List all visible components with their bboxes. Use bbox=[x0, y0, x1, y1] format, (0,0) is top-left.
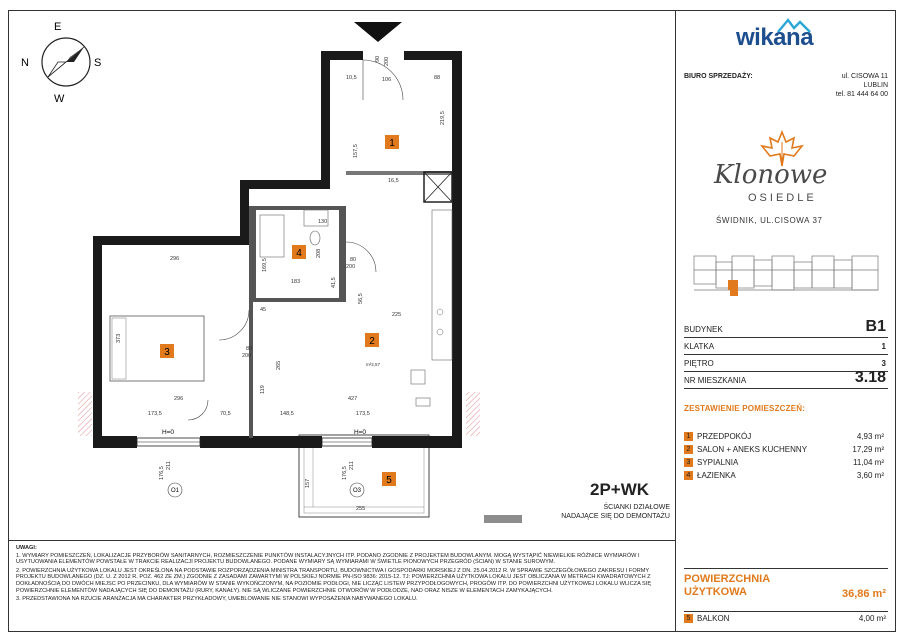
room-name: SALON + ANEKS KUCHENNY bbox=[697, 445, 808, 454]
legend-text bbox=[530, 503, 670, 521]
svg-text:176,5: 176,5 bbox=[342, 466, 348, 480]
room-name: PRZEDPOKÓJ bbox=[697, 432, 752, 441]
total-area-label bbox=[684, 573, 774, 599]
info-row-staircase bbox=[684, 337, 888, 355]
sheet-divider-horizontal bbox=[8, 540, 676, 541]
svg-text:200: 200 bbox=[346, 264, 356, 270]
info-value: 1 bbox=[881, 342, 886, 351]
svg-text:88: 88 bbox=[434, 75, 441, 81]
note-3: 3. PRZEDSTAWIONA NA RZUCIE ARANŻACJA MA CHARAKTER PRZYKŁADOWY, UMEBLOWANIE NIE STANOWI WYPOSAŻENIA NABYWANEGO LOKALU. bbox=[16, 596, 418, 603]
svg-text:211: 211 bbox=[349, 461, 355, 470]
office-phone: tel. 81 444 64 00 bbox=[835, 91, 888, 98]
brand-logo: wikana bbox=[736, 24, 814, 51]
balcony-row bbox=[684, 614, 888, 626]
room-area: 4,93 m² bbox=[856, 432, 884, 441]
room-marker-4: 4 bbox=[296, 248, 302, 259]
svg-text:m²2,57: m²2,57 bbox=[366, 362, 381, 367]
room-marker-5: 5 bbox=[386, 475, 392, 486]
svg-text:106: 106 bbox=[382, 77, 392, 83]
svg-text:70,5: 70,5 bbox=[220, 411, 231, 417]
svg-text:183: 183 bbox=[291, 279, 301, 285]
svg-text:296: 296 bbox=[174, 396, 184, 402]
office-city: LUBLIN bbox=[863, 82, 888, 89]
svg-text:148,5: 148,5 bbox=[280, 411, 294, 417]
room-name: SYPIALNIA bbox=[697, 458, 739, 467]
svg-text:173,5: 173,5 bbox=[356, 411, 370, 417]
svg-text:80: 80 bbox=[350, 257, 357, 263]
apartment-type: 2P+WK bbox=[590, 480, 650, 499]
info-row-building bbox=[684, 320, 888, 338]
office-address bbox=[836, 72, 888, 99]
svg-text:O3: O3 bbox=[352, 488, 362, 494]
compass-n: N bbox=[21, 57, 29, 69]
room-marker-2: 2 bbox=[369, 336, 375, 347]
svg-text:169,5: 169,5 bbox=[262, 258, 268, 272]
svg-text:157,5: 157,5 bbox=[353, 144, 359, 158]
rooms-title: ZESTAWIENIE POMIESZCZEŃ: bbox=[684, 404, 806, 413]
estate-name: Klonowe bbox=[714, 160, 828, 190]
svg-text:200: 200 bbox=[384, 56, 390, 66]
svg-text:41,5: 41,5 bbox=[331, 277, 337, 288]
svg-text:255: 255 bbox=[356, 506, 366, 512]
room-number-badge: 4 bbox=[684, 471, 693, 480]
svg-text:225: 225 bbox=[392, 312, 402, 318]
total-area-label-line-2: UŻYTKOWA bbox=[684, 586, 747, 598]
info-sidebar bbox=[676, 10, 896, 632]
note-1: 1. WYMIARY POMIESZCZEŃ, LOKALIZACJE PRZYBORÓW SANITARNYCH, ROZMIESZCZENIE PUNKTÓW INSTALACYJNYCH ITP. PODANO ZGODNIE Z PROJEKTEM BUDOWLANYM. MOGĄ WYSTĄPIĆ NIEWIELKIE RÓŻNICE WYMIARÓW I USYTUOWANIA ELEMENTÓW POWSTAŁE W TRAKCIE REALIZACJI PROJEKTU BUDOWLANEGO. PODANE WYMIARY SĄ WYMIARAMI W ŚWIETLE PIONOWYCH PRZEGRÓD (ŚCIAN) W STANIE SUROWYM. bbox=[16, 552, 640, 566]
compass-icon bbox=[21, 21, 101, 105]
svg-text:208: 208 bbox=[316, 248, 322, 258]
window-label-1: H=0 bbox=[161, 429, 175, 436]
total-area-label-line-1: POWIERZCHNIA bbox=[684, 573, 771, 585]
room-name: ŁAZIENKA bbox=[697, 471, 736, 480]
svg-text:211: 211 bbox=[166, 461, 172, 470]
svg-text:157: 157 bbox=[305, 478, 311, 488]
hatch-left bbox=[78, 392, 92, 436]
office-street: ul. CISOWA 11 bbox=[841, 73, 888, 80]
kitchen-counter bbox=[411, 210, 452, 406]
room-row bbox=[684, 445, 884, 457]
info-key: BUDYNEK bbox=[684, 325, 723, 334]
room-area: 3,60 m² bbox=[856, 471, 884, 480]
window-markers bbox=[168, 483, 364, 497]
svg-text:16,5: 16,5 bbox=[388, 178, 399, 184]
exterior-walls bbox=[93, 51, 462, 448]
estate-subtitle: OSIEDLE bbox=[748, 192, 817, 204]
info-value: 3.18 bbox=[854, 369, 886, 386]
total-area-box bbox=[684, 568, 888, 612]
room-row bbox=[684, 432, 884, 444]
svg-text:80: 80 bbox=[246, 346, 253, 352]
room-number-badge: 2 bbox=[684, 445, 693, 454]
office-label: BIURO SPRZEDAŻY: bbox=[684, 73, 753, 80]
room-area: 17,29 m² bbox=[852, 445, 884, 454]
room-marker-1: 1 bbox=[389, 138, 395, 149]
svg-text:130: 130 bbox=[318, 219, 328, 225]
floor-plan bbox=[8, 10, 676, 540]
balcony-area: 4,00 m² bbox=[858, 614, 886, 623]
room-number-badge: 1 bbox=[684, 432, 693, 441]
bed-icon bbox=[110, 316, 204, 381]
room-row bbox=[684, 458, 884, 470]
svg-text:90: 90 bbox=[375, 55, 381, 62]
shaft-icon bbox=[424, 172, 452, 202]
room-marker-3: 3 bbox=[164, 347, 170, 358]
svg-text:56,5: 56,5 bbox=[358, 293, 364, 304]
site-plan-thumbnail bbox=[690, 246, 886, 310]
hatch-right bbox=[466, 392, 480, 436]
svg-text:200: 200 bbox=[242, 353, 252, 359]
room-row bbox=[684, 471, 884, 483]
info-key: NR MIESZKANIA bbox=[684, 376, 747, 385]
notes-section bbox=[16, 545, 668, 605]
balcony-name: BALKON bbox=[697, 614, 730, 623]
svg-text:219,5: 219,5 bbox=[440, 111, 446, 125]
compass-e: E bbox=[54, 21, 62, 33]
balcony-number-badge: 5 bbox=[684, 614, 693, 623]
demolition-wall-swatch bbox=[484, 515, 522, 523]
svg-text:373: 373 bbox=[116, 333, 122, 343]
info-value: 3 bbox=[881, 359, 886, 368]
compass-w: W bbox=[54, 93, 65, 105]
compass-s: S bbox=[94, 57, 102, 69]
svg-text:45: 45 bbox=[260, 307, 267, 313]
svg-text:O1: O1 bbox=[170, 488, 180, 494]
info-key: KLATKA bbox=[684, 342, 715, 351]
info-key: PIĘTRO bbox=[684, 359, 714, 368]
room-area: 11,04 m² bbox=[853, 458, 884, 467]
svg-text:296: 296 bbox=[170, 256, 180, 262]
svg-text:10,5: 10,5 bbox=[346, 75, 357, 81]
info-row-apartment-number bbox=[684, 371, 888, 389]
info-value: B1 bbox=[865, 318, 886, 335]
legend-line-1: ŚCIANKI DZIAŁOWE bbox=[603, 504, 670, 511]
room-number-badge: 3 bbox=[684, 458, 693, 467]
note-2: 2. POWIERZCHNIA UŻYTKOWA LOKALU JEST OKREŚLONA NA PODSTAWIE ROZPORZĄDZENIA MINISTRA TRANSPORTU, BUDOWNICTWA I GOSPODARKI MORSKIEJ Z DN. 25.04.2012 R. W SPRAWIE SZCZEGÓŁOWEGO ZAKRESU I FORMY PROJEKTU BUDOWLANEGO (DZ. U. Z 2012 R. POZ. 462 ZE ZM.) ZGODNIE Z ZASADAMI ZAWARTYMI W POLSKIEJ NORMIE PN-ISO 9836: 2015-12. TJ: POWIERZCHNIA UŻYTKOWA LOKALU JEST OBLICZANA W METRACH KWADRATOWYCH Z DOKŁADNOŚCIĄ DO DWÓCH MIEJSC PO PRZECINKU, DLA WYMIARÓW W STANIE WYKOŃCZONYM, NA POZIOMIE PODŁOGI, NIE LICZĄC LISTEW PRZYPODŁOGOWYCH, PROGÓW ITP. DO POWIERZCHNI UŻYTKOWEJ LOKALU WLICZA SIĘ POWIERZCHNIE ELEMENTÓW NADAJĄCYCH SIĘ DO DEMONTAŻU (RURY, KANAŁY). NIE SĄ WLICZANE POWIERZCHNIE OTWORÓW W PODŁODZE, NAD ORAZ NISZE W ELEMENTACH ZAMYKAJĄCYCH. bbox=[16, 567, 652, 594]
entrance-arrow-icon bbox=[354, 22, 402, 42]
legend-line-2: NADAJĄCE SIĘ DO DEMONTAŻU bbox=[561, 513, 670, 520]
svg-text:265: 265 bbox=[276, 360, 282, 370]
notes-title: UWAGI: bbox=[16, 545, 37, 551]
svg-text:119: 119 bbox=[260, 385, 266, 394]
estate-address: ŚWIDNIK, UL.CISOWA 37 bbox=[716, 216, 823, 225]
svg-text:427: 427 bbox=[348, 396, 358, 402]
svg-text:173,5: 173,5 bbox=[148, 411, 162, 417]
svg-text:176,5: 176,5 bbox=[159, 466, 165, 480]
window-label-2: H=0 bbox=[353, 429, 367, 436]
total-area-value: 36,86 m² bbox=[841, 588, 886, 600]
